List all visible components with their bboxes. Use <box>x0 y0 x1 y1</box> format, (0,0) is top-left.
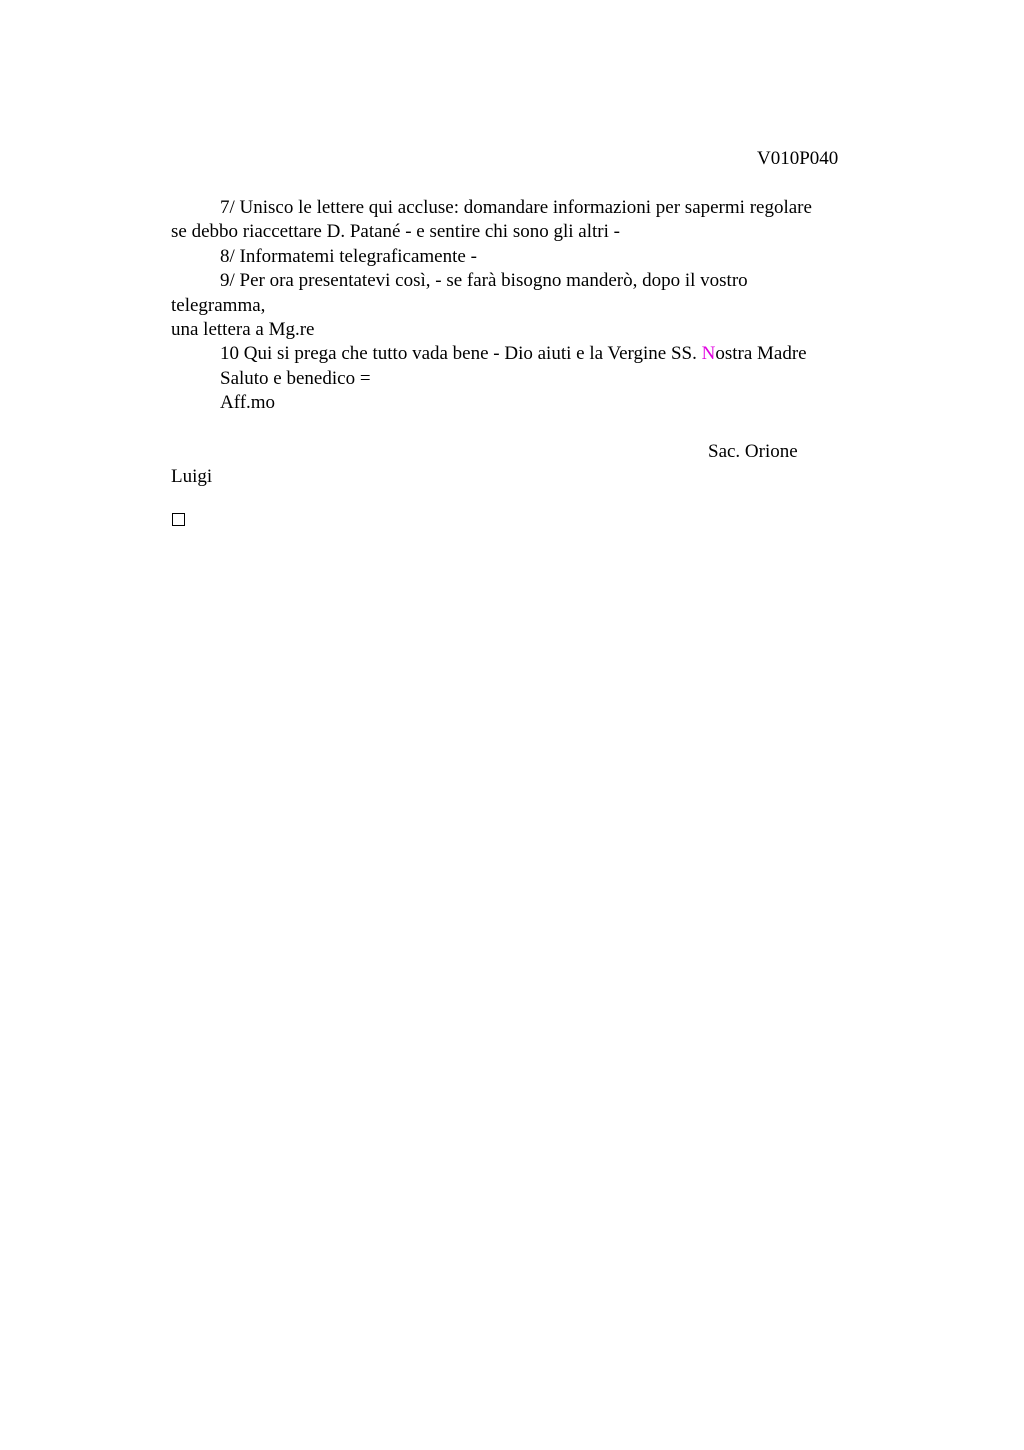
letter-line-item-7: 7/ Unisco le lettere qui accluse: domandare informazioni per sapermi regolare <box>220 197 812 218</box>
closing-affectionate: Aff.mo <box>220 392 276 413</box>
line10-highlighted-letter: N <box>701 343 716 364</box>
letter-line-item-7-continued: se debbo riaccettare D. Patané - e sentire chi sono gli altri - <box>171 221 620 242</box>
signature: Sac. Orione <box>708 441 798 462</box>
line10-text-before: 10 Qui si prega che tutto vada bene - Dio aiuti e la Vergine SS. <box>220 343 702 364</box>
square-box-icon <box>172 513 185 526</box>
signature-first-name: Luigi <box>171 466 213 487</box>
letter-line-item-9-end: una lettera a Mg.re <box>171 319 315 340</box>
document-reference: V010P040 <box>757 148 839 169</box>
letter-line-item-10 <box>220 342 807 366</box>
letter-line-item-8: 8/ Informatemi telegraficamente - <box>220 246 477 267</box>
letter-line-item-9-continued: telegramma, <box>171 295 266 316</box>
letter-line-item-9: 9/ Per ora presentatevi così, - se farà bisogno manderò, dopo il vostro <box>220 270 748 291</box>
line10-text-after: ostra Madre <box>715 343 807 364</box>
closing-greeting: Saluto e benedico = <box>220 368 371 389</box>
